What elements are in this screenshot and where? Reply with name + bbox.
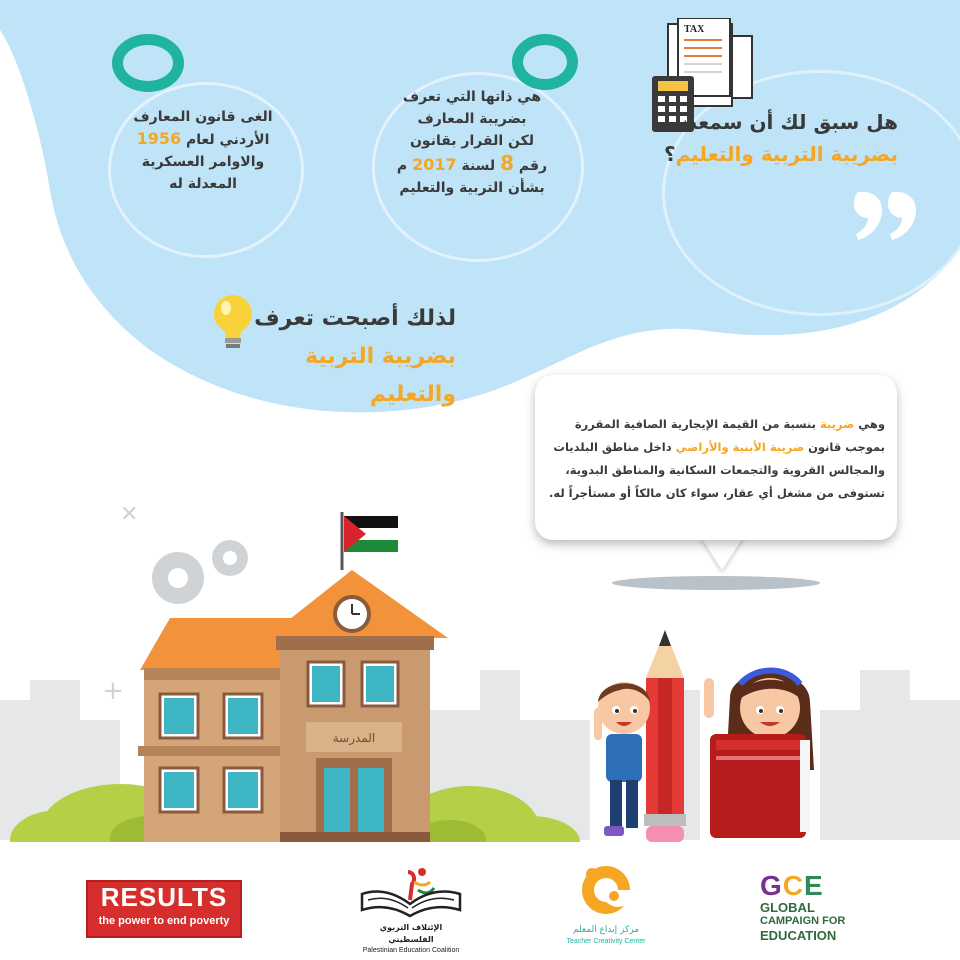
- tcc-logo[interactable]: [556, 862, 656, 950]
- gce-line2: CAMPAIGN FOR: [760, 915, 846, 927]
- quote-marks-icon: [852, 190, 922, 242]
- results-logo[interactable]: [86, 880, 242, 938]
- definition-bubble: [535, 375, 897, 540]
- teal-ring-left: [112, 34, 184, 92]
- footer-logos: [0, 842, 960, 960]
- result-line2-highlight: بضريبة التربية والتعليم: [305, 344, 456, 407]
- def-line1: وهي ضريبة بنسبة من القيمة الإيجارية الصافية المقررة: [574, 417, 885, 431]
- def-line4: تستوفى من مشغل أي عقار، سواء كان مالكاً أو مستأجراً له.: [549, 486, 885, 500]
- open-book-icon: [356, 866, 466, 918]
- left-line2: الأردني لعام 1956: [136, 129, 270, 148]
- def-line2: بموجب قانون ضريبة الأبنية والأراضي داخل مناطق البلديات: [553, 440, 885, 454]
- middle-line4: رقم 8 لسنة 2017 م: [396, 151, 548, 175]
- middle-line5: بشأن التربية والتعليم: [399, 180, 545, 196]
- def-line3: والمجالس القروية والتجمعات السكانية والمناطق البدوية،: [565, 463, 885, 477]
- pec-logo[interactable]: [356, 866, 466, 954]
- result-line1: لذلك أصبحت تعرف: [254, 306, 456, 331]
- tcc-arabic: مركز إبداع المعلم: [572, 925, 640, 935]
- teal-ring-middle: [512, 34, 578, 90]
- school-building: [130, 510, 450, 845]
- plus-decor-icon: +: [102, 676, 124, 706]
- old-law-year: 1956: [136, 129, 182, 148]
- middle-line2: بضريبة المعارف: [417, 111, 527, 127]
- school-sign: المدرسة: [332, 731, 376, 745]
- left-line1: الغى قانون المعارف: [133, 109, 273, 125]
- girl-illustration: [700, 660, 830, 840]
- tcc-mark-icon: [556, 862, 656, 920]
- question-line1: هل سبق لك أن سمعت: [676, 110, 898, 134]
- close-x-decor-icon: ✕: [120, 502, 139, 527]
- bubble-shadow: [612, 576, 820, 590]
- pec-english: Palestinian Education Coalition: [362, 947, 460, 954]
- result-heading: [216, 300, 456, 414]
- palestine-flag-icon: [344, 516, 398, 552]
- middle-line1: هي ذاتها التي تعرف: [402, 89, 542, 105]
- pec-arabic: الإئتلاف التربوي الفلسطيني: [379, 923, 443, 944]
- question-heading: [660, 106, 898, 170]
- left-line3: والاوامر العسكرية: [141, 154, 265, 170]
- middle-circle-text: [372, 86, 572, 199]
- law-number: 8: [500, 151, 514, 175]
- boy-illustration: [590, 672, 660, 842]
- question-mark: ؟: [663, 142, 676, 166]
- results-title: RESULTS: [100, 882, 228, 912]
- left-circle-text: [108, 106, 298, 195]
- bubble-tail: [700, 536, 744, 570]
- gce-mark: GCE: [760, 870, 824, 901]
- tcc-english: Teacher Creativity Center: [566, 938, 646, 945]
- law-year: 2017: [412, 155, 457, 174]
- results-tagline: the power to end poverty: [98, 915, 230, 927]
- gce-logo[interactable]: [760, 872, 860, 948]
- left-line4: المعدلة له: [169, 176, 237, 192]
- tax-label: TAX: [684, 24, 705, 35]
- gce-line1: GLOBAL: [760, 900, 815, 915]
- middle-line3: لكن القرار بقانون: [409, 133, 535, 149]
- gce-line3: EDUCATION: [760, 928, 837, 943]
- question-highlight: بضريبة التربية والتعليم: [675, 142, 898, 166]
